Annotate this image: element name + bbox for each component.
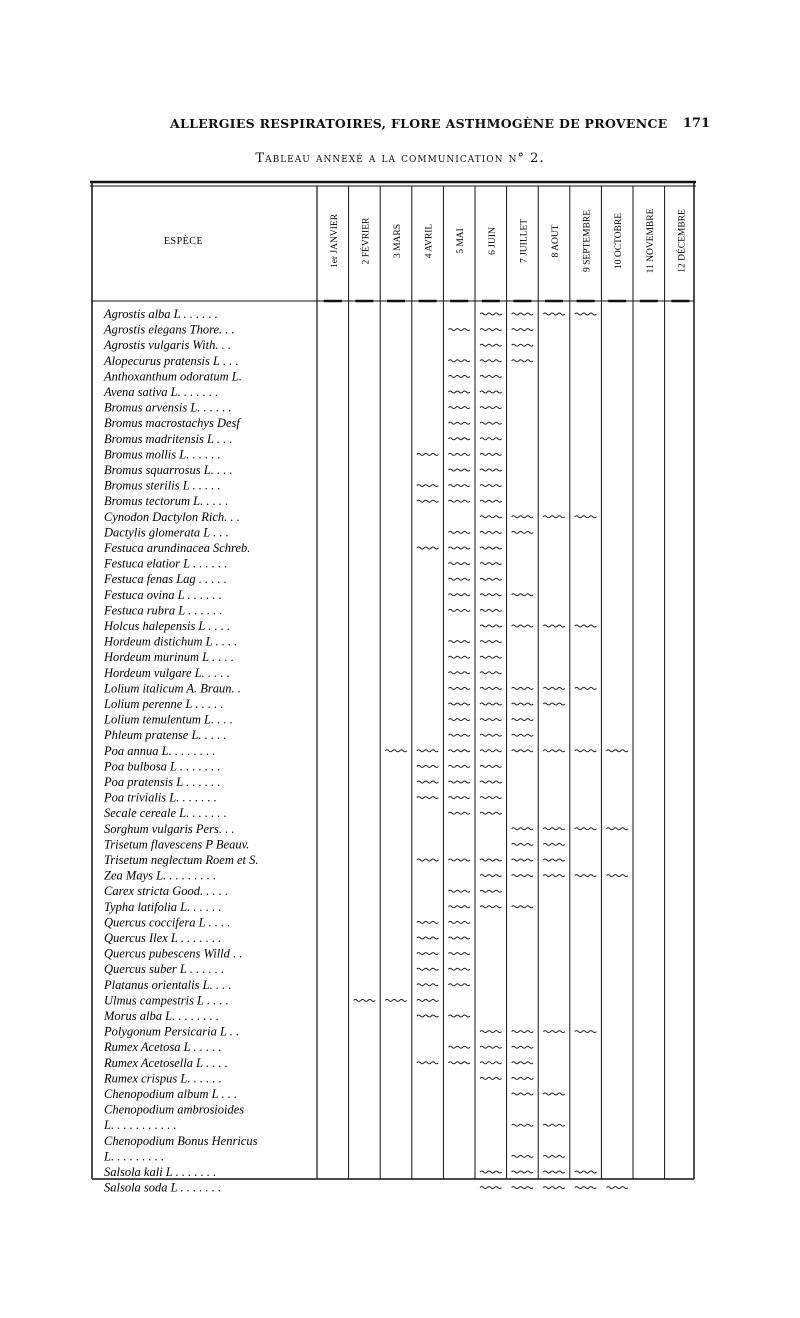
month-header: 1er JANVIER [329,213,340,269]
pollen-calendar-table [90,181,696,1195]
pollen-mark [417,500,439,502]
species-name: Festuca arundinacea Schreb. [104,541,251,555]
page-header [170,116,710,134]
species-name: Lolium italicum A. Braun. . [104,681,241,696]
species-name: Bromus tectorum L. . . . . [104,494,229,509]
pollen-mark [417,1062,439,1064]
pollen-mark [512,828,534,830]
pollen-mark [606,875,628,877]
month-header: 10 OCTOBRE [614,212,625,270]
running-title: ALLERGIES RESPIRATOIRES, FLORE ASTHMOGÈNE DE PROVENCE [170,116,668,131]
pollen-mark [480,812,502,814]
pollen-mark [448,594,470,596]
species-name: Polygonum Persicaria L . . [104,1024,240,1039]
pollen-mark [448,921,470,923]
pollen-mark [448,563,470,565]
pollen-mark [448,953,470,955]
species-name: Hordeum vulgare L. . . . . [104,665,230,680]
pollen-mark [480,1077,502,1079]
pollen-mark [448,797,470,799]
pollen-mark [543,313,565,315]
pollen-mark [448,329,470,331]
species-name: Festuca elatior L . . . . . . [104,556,228,571]
species-name: Lolium perenne L . . . . . [104,697,224,711]
species-name: Salsola kali L . . . . . . . [104,1165,217,1179]
pollen-mark [480,1171,502,1173]
pollen-mark [448,859,470,861]
pollen-mark [575,750,597,752]
pollen-mark [575,687,597,689]
pollen-mark [480,360,502,362]
pollen-mark [512,329,534,331]
pollen-mark [417,937,439,939]
pollen-mark [448,641,470,643]
species-name: Avena sativa L. . . . . . . [104,385,219,399]
pollen-mark [480,687,502,689]
pollen-mark [480,453,502,455]
pollen-mark [448,719,470,721]
pollen-mark [512,1171,534,1173]
species-name: Quercus suber L . . . . . . [104,962,225,977]
pollen-mark [543,1187,565,1189]
species-name: Quercus pubescens Willd . . [104,946,243,961]
pollen-mark [543,687,565,689]
species-name: Poa bulbosa L . . . . . . . [104,759,221,774]
pollen-mark [448,1015,470,1017]
species-name: Hordeum murinum L . . . . [104,650,234,665]
pollen-mark [448,656,470,658]
pollen-mark [417,984,439,986]
pollen-mark [480,438,502,440]
pollen-mark [480,313,502,315]
month-header: 12 DÉCEMBRE [677,209,688,273]
pollen-mark [575,1171,597,1173]
pollen-mark [575,313,597,315]
pollen-mark [480,547,502,549]
pollen-mark [543,1171,565,1173]
species-name: Rumex Acetosa L . . . . . [104,1040,222,1055]
species-name: Poa pratensis L . . . . . . [104,775,221,789]
month-header: 3 MARS [393,223,403,259]
pollen-mark [480,609,502,611]
pollen-mark [512,594,534,596]
pollen-mark [448,781,470,783]
month-header: 5 MAI [456,228,467,254]
pollen-mark [512,313,534,315]
pollen-mark [448,609,470,611]
pollen-mark [448,1062,470,1064]
pollen-mark [512,859,534,861]
species-name: Agrostis vulgaris With. . . [104,338,231,353]
species-name: Bromus madritensis L . . . [104,431,233,446]
pollen-mark [448,391,470,393]
pollen-mark [480,578,502,580]
month-header: 11 NOVEMBRE [645,208,656,274]
pollen-mark [480,1062,502,1064]
pollen-mark [448,984,470,986]
species-name: Chenopodium album L . . . [104,1087,238,1101]
pollen-mark [512,1046,534,1048]
pollen-mark [543,703,565,705]
pollen-mark [480,500,502,502]
pollen-mark [448,750,470,752]
pollen-mark [543,1093,565,1095]
pollen-mark [512,843,534,845]
pollen-mark [480,672,502,674]
species-name: Poa annua L. . . . . . . . [104,743,216,758]
species-name: Festuca rubra L . . . . . . [104,603,223,618]
pollen-mark [512,1155,534,1157]
pollen-mark [543,1124,565,1126]
pollen-mark [480,719,502,721]
pollen-mark [480,1031,502,1033]
pollen-mark [512,344,534,346]
pollen-mark [575,875,597,877]
month-header: 7 JUILLET [519,218,530,264]
species-name: Anthoxanthum odoratum L. [104,369,242,384]
pollen-mark [448,1046,470,1048]
species-name: Secale cereale L. . . . . . . [104,806,227,821]
pollen-mark [512,531,534,533]
species-name: Hordeum distichum L . . . . [104,634,238,649]
species-name: Zea Mays L. . . . . . . . . [104,868,217,883]
pollen-mark [575,1187,597,1189]
pollen-mark [354,999,376,1001]
species-name: Bromus squarrosus L. . . . [104,463,233,477]
pollen-mark [480,516,502,518]
pollen-mark [417,765,439,767]
pollen-mark [480,594,502,596]
pollen-mark [448,968,470,970]
pollen-mark [543,516,565,518]
pollen-mark [543,625,565,627]
pollen-mark [512,1124,534,1126]
pollen-mark [543,828,565,830]
pollen-mark [480,750,502,752]
species-name-continued: L. . . . . . . . . . . [104,1118,177,1133]
species-name: Cynodon Dactylon Rich. . . [104,509,240,524]
pollen-mark [417,1015,439,1017]
pollen-mark [480,563,502,565]
pollen-mark [448,687,470,689]
species-name: Poa trivialis L. . . . . . . [104,790,217,805]
pollen-mark [512,360,534,362]
species-header: ESPÈCE [163,236,204,247]
pollen-mark [512,703,534,705]
species-name: Agrostis elegans Thore. . . [104,322,235,337]
species-name-continued: L. . . . . . . . . [104,1149,165,1164]
pollen-mark [480,1046,502,1048]
species-name: Morus alba L. . . . . . . . [104,1009,219,1023]
pollen-mark [417,453,439,455]
pollen-mark [448,672,470,674]
species-name: Bromus sterilis L . . . . . [104,478,221,493]
pollen-mark [575,625,597,627]
pollen-mark [480,906,502,908]
pollen-mark [448,500,470,502]
pollen-mark [448,531,470,533]
pollen-mark [448,469,470,471]
table-title: Tableau annexé a la communication n° 2. [255,151,545,166]
species-name: Typha latifolia L. . . . . . [104,899,222,914]
pollen-mark [480,875,502,877]
species-name: Chenopodium Bonus Henricus [104,1133,258,1148]
species-name: Bromus arvensis L. . . . . . [104,400,232,415]
pollen-mark [543,859,565,861]
pollen-calendar-grid [90,181,696,1195]
pollen-mark [543,843,565,845]
pollen-mark [448,453,470,455]
species-name: Rumex Acetosella L . . . . [104,1055,228,1070]
species-name: Dactylis glomerata L . . . [104,525,229,540]
month-header: 9 SEPTEMBRE [582,209,593,273]
pollen-mark [512,1077,534,1079]
pollen-mark [480,890,502,892]
pollen-mark [448,578,470,580]
pollen-mark [480,344,502,346]
species-name: Festuca fenas Lag . . . . . [104,572,227,587]
pollen-mark [512,734,534,736]
species-name: Quercus coccifera L . . . . [104,915,231,930]
pollen-mark [417,750,439,752]
pollen-mark [512,687,534,689]
pollen-mark [512,625,534,627]
pollen-mark [606,1187,628,1189]
pollen-mark [480,422,502,424]
pollen-mark [480,375,502,377]
pollen-mark [448,547,470,549]
pollen-mark [480,734,502,736]
species-name: Holcus halepensis L . . . . [104,619,231,633]
species-name: Quercus Ilex L . . . . . . . [104,931,222,945]
pollen-mark [512,1062,534,1064]
pollen-mark [480,407,502,409]
pollen-mark [480,859,502,861]
pollen-mark [480,469,502,471]
pollen-mark [448,375,470,377]
pollen-mark [480,1187,502,1189]
month-header: 2 FÉVRIER [361,217,372,265]
species-name: Rumex crispus L. . . . . . [104,1071,222,1086]
pollen-mark [448,890,470,892]
pollen-mark [575,1031,597,1033]
pollen-mark [480,656,502,658]
pollen-mark [543,1155,565,1157]
pollen-mark [480,329,502,331]
pollen-mark [512,1093,534,1095]
species-name: Ulmus campestris L . . . . [104,993,229,1008]
pollen-mark [480,781,502,783]
pollen-mark [480,703,502,705]
pollen-mark [480,765,502,767]
species-name: Sorghum vulgaris Pers. . . [104,821,235,836]
pollen-mark [417,968,439,970]
pollen-mark [575,828,597,830]
pollen-mark [543,875,565,877]
pollen-mark [448,765,470,767]
pollen-mark [417,999,439,1001]
pollen-mark [543,750,565,752]
species-name: Bromus macrostachys Desf [104,416,240,431]
pollen-mark [512,516,534,518]
pollen-mark [448,937,470,939]
species-name: Bromus mollis L. . . . . . [104,447,221,462]
pollen-mark [480,625,502,627]
species-name: Alopecurus pratensis L . . . [104,353,239,368]
pollen-mark [448,422,470,424]
page-number: 171 [682,116,710,131]
species-name: Agrostis alba L . . . . . . [104,307,218,321]
pollen-mark [480,797,502,799]
pollen-mark [512,719,534,721]
species-name: Phleum pratense L. . . . . [104,728,227,743]
pollen-mark [385,750,407,752]
species-name: Lolium temulentum L. . . . [104,712,233,727]
pollen-mark [448,360,470,362]
species-name: Salsola soda L . . . . . . . [104,1180,222,1195]
pollen-mark [512,906,534,908]
species-name: Platanus orientalis L. . . . [104,977,232,992]
pollen-mark [448,734,470,736]
pollen-mark [448,703,470,705]
pollen-mark [417,797,439,799]
pollen-mark [512,875,534,877]
species-name: Festuca ovina L . . . . . . [104,587,222,602]
pollen-mark [448,407,470,409]
pollen-mark [480,485,502,487]
species-name: Carex stricta Good. . . . . [104,884,229,899]
pollen-mark [512,750,534,752]
pollen-mark [417,953,439,955]
pollen-mark [480,531,502,533]
month-header: 8 AOUT [551,224,561,258]
pollen-mark [512,1187,534,1189]
pollen-mark [606,750,628,752]
pollen-mark [417,921,439,923]
pollen-mark [417,781,439,783]
species-name: Trisetum neglectum Roem et S. [104,853,259,867]
pollen-mark [417,859,439,861]
pollen-mark [417,547,439,549]
pollen-mark [575,516,597,518]
month-header: 6 JUIN [487,227,498,255]
pollen-mark [417,485,439,487]
pollen-mark [543,1031,565,1033]
pollen-mark [448,485,470,487]
species-name: Chenopodium ambrosioides [104,1102,245,1117]
pollen-mark [448,906,470,908]
pollen-mark [512,1031,534,1033]
pollen-mark [448,812,470,814]
pollen-mark [448,438,470,440]
pollen-mark [385,999,407,1001]
species-name: Trisetum flavescens P Beauv. [104,837,250,852]
pollen-mark [480,641,502,643]
month-header: 4 AVRIL [424,223,435,259]
pollen-mark [606,828,628,830]
pollen-mark [480,391,502,393]
